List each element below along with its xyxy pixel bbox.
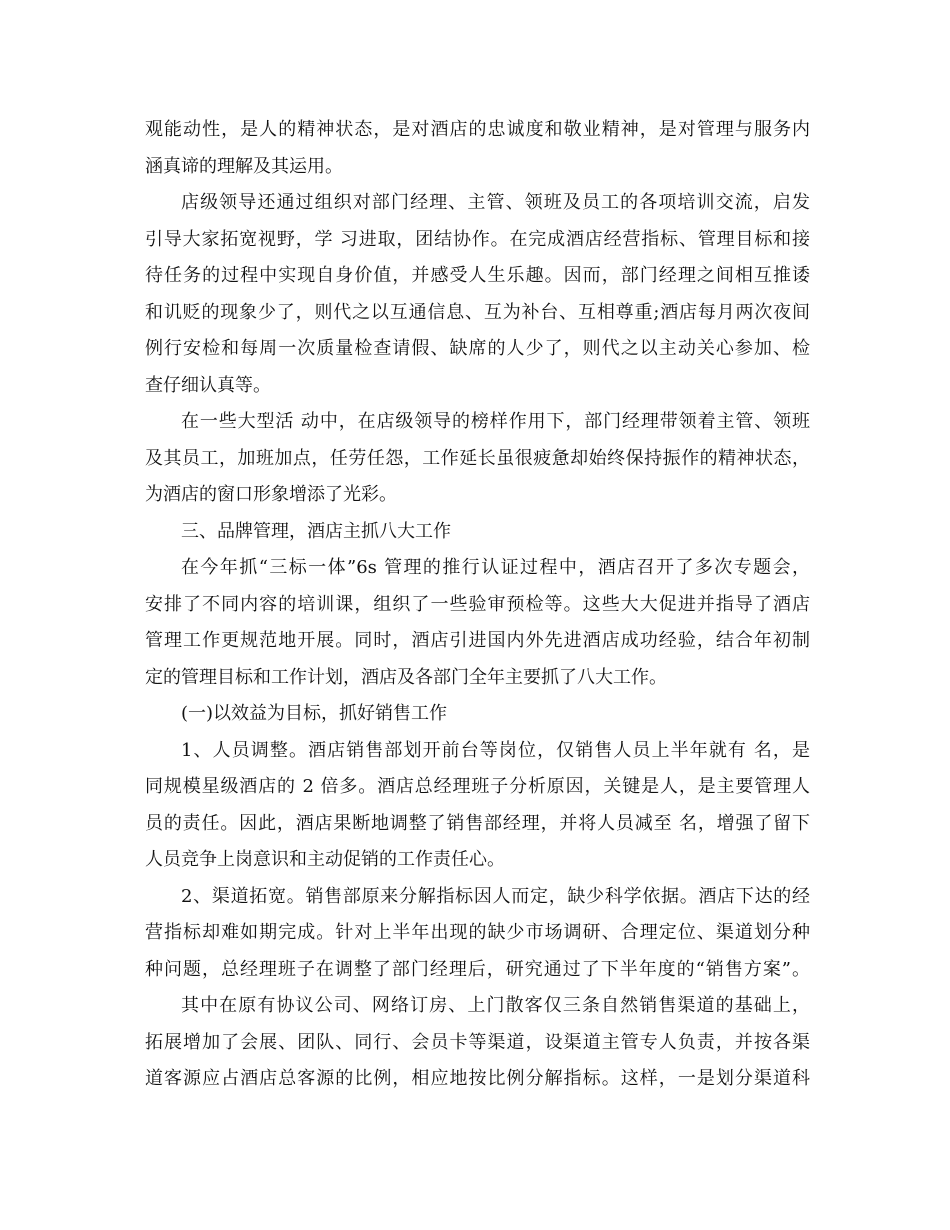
text-line: 待任务的过程中实现自身价值，并感受人生乐趣。因而，部门经理之间相互推诿 <box>145 265 810 286</box>
text-line: 管理工作更规范地开展。同时，酒店引进国内外先进酒店成功经验，结合年初制 <box>145 630 810 651</box>
text-line: 及其员工，加班加点，任劳任怨，工作延长虽很疲惫却始终保持振作的精神状态， <box>145 447 810 469</box>
text-line: 在一些大型活 动中，在店级领导的榜样作用下，部门经理带领着主管、领班 <box>181 411 810 432</box>
text-line: 2、渠道拓宽。销售部原来分解指标因人而定，缺少科学依据。酒店下达的经 <box>181 885 810 907</box>
text-line: 营指标却难如期完成。针对上半年出现的缺少市场调研、合理定位、渠道划分种 <box>145 922 810 943</box>
text-line: 查仔细认真等。 <box>145 374 271 396</box>
text-line: 同规模星级酒店的 2 倍多。酒店总经理班子分析原因，关键是人，是主要管理人 <box>145 776 810 797</box>
text-line: 引导大家拓宽视野，学 习进取，团结协作。在完成酒店经营指标、管理目标和接 <box>145 228 810 250</box>
text-line: 涵真谛的理解及其运用。 <box>145 155 343 177</box>
text-line: 1、人员调整。酒店销售部划开前台等岗位，仅销售人员上半年就有 名，是 <box>181 739 810 761</box>
text-line: 其中在原有协议公司、网络订房、上门散客仅三条自然销售渠道的基础上， <box>181 995 810 1016</box>
text-line: 和讥贬的现象少了，则代之以互通信息、互为补台、互相尊重;酒店每月两次夜间 <box>145 301 810 323</box>
document-body <box>145 112 810 1098</box>
text-line: 店级领导还通过组织对部门经理、主管、领班及员工的各项培训交流，启发 <box>181 192 810 213</box>
text-line: 安排了不同内容的培训课，组织了一些验审预检等。这些大大促进并指导了酒店 <box>145 593 810 615</box>
text-line: 例行安检和每周一次质量检查请假、缺席的人少了，则代之以主动关心参加、检 <box>145 338 810 359</box>
text-line: 员的责任。因此，酒店果断地调整了销售部经理，并将人员减至 名，增强了留下 <box>145 812 810 834</box>
text-line: 人员竞争上岗意识和主动促销的工作责任心。 <box>145 849 505 870</box>
text-line: 种问题，总经理班子在调整了部门经理后，研究通过了下半年度的“销售方案”。 <box>145 958 810 980</box>
text-line: 道客源应占酒店总客源的比例，相应地按比例分解指标。这样，一是划分渠道科 <box>145 1068 810 1089</box>
text-line: 在今年抓“三标一体”6s 管理的推行认证过程中，酒店召开了多次专题会， <box>181 557 810 578</box>
text-line: 为酒店的窗口形象增添了光彩。 <box>145 484 397 505</box>
text-line: 三、品牌管理，酒店主抓八大工作 <box>181 520 451 542</box>
text-line: 拓展增加了会展、团队、同行、会员卡等渠道，设渠道主管专人负责，并按各渠 <box>145 1031 810 1053</box>
text-line: (一)以效益为目标，抓好销售工作 <box>181 703 448 724</box>
text-line: 观能动性，是人的精神状态，是对酒店的忠诚度和敬业精神，是对管理与服务内 <box>145 119 810 140</box>
text-line: 定的管理目标和工作计划，酒店及各部门全年主要抓了八大工作。 <box>145 666 667 688</box>
